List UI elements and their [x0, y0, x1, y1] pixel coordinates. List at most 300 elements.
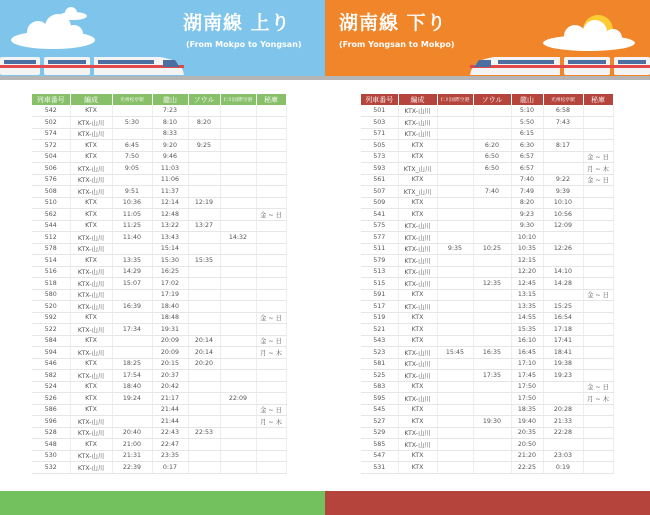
cell-train-no: 580: [32, 289, 70, 301]
cell-ryusan: 12:14: [152, 197, 188, 209]
cell-seoul: [188, 163, 220, 175]
cell-incheon-airport: [220, 324, 256, 336]
cell-seoul: [473, 301, 511, 313]
cell-note: [256, 197, 286, 209]
cell-note: 金 ~ 日: [256, 209, 286, 221]
table-row: [361, 404, 613, 416]
cell-type: KTX: [70, 358, 112, 370]
table-row: [361, 450, 613, 462]
cell-incheon-airport: 9:35: [437, 243, 473, 255]
table-row: [32, 117, 286, 129]
cell-note: [256, 462, 286, 474]
cell-gwangju-songjeong: 11:05: [112, 209, 152, 221]
table-row: [361, 243, 613, 255]
cell-gwangju-songjeong: 16:39: [112, 301, 152, 313]
table-row: [361, 358, 613, 370]
cell-ryusan: 0:17: [152, 462, 188, 474]
cell-type: KTX-山川: [70, 174, 112, 186]
cloud-icon: [537, 18, 637, 52]
cell-type: KTX-山川: [70, 266, 112, 278]
cell-incheon-airport: [437, 255, 473, 267]
cell-ryusan: 7:23: [152, 105, 188, 117]
cell-ryusan: 10:10: [511, 232, 543, 244]
cell-type: KTX-山川: [70, 117, 112, 129]
cell-seoul: [473, 427, 511, 439]
cell-gwangju-songjeong: [543, 439, 583, 451]
cell-train-no: 592: [32, 312, 70, 324]
cell-seoul: 10:25: [473, 243, 511, 255]
cell-type: KTX-山川: [398, 266, 437, 278]
table-row: [32, 439, 286, 451]
cell-seoul: [188, 416, 220, 428]
table-row: [32, 404, 286, 416]
cell-ryusan: 9:30: [511, 220, 543, 232]
cell-ryusan: 10:35: [511, 243, 543, 255]
table-row: [361, 289, 613, 301]
table-row: [32, 301, 286, 313]
cell-type: KTX-山川: [398, 439, 437, 451]
cell-note: [583, 335, 613, 347]
timetable-header: [361, 94, 613, 105]
cell-gwangju-songjeong: [543, 163, 583, 175]
cell-incheon-airport: [220, 255, 256, 267]
cell-ryusan: 5:10: [511, 105, 543, 117]
cell-incheon-airport: [437, 105, 473, 117]
cell-note: 金 ~ 日: [256, 404, 286, 416]
table-row: [32, 416, 286, 428]
cell-note: [583, 128, 613, 140]
cell-seoul: [188, 370, 220, 382]
cell-train-no: 543: [361, 335, 398, 347]
cell-seoul: 15:35: [188, 255, 220, 267]
table-row: [361, 324, 613, 336]
cell-type: KTX: [398, 289, 437, 301]
cell-gwangju-songjeong: 13:35: [112, 255, 152, 267]
cell-gwangju-songjeong: 22:39: [112, 462, 152, 474]
cell-type: KTX: [398, 416, 437, 428]
cell-train-no: 526: [32, 393, 70, 405]
cell-seoul: [188, 462, 220, 474]
table-row: [32, 209, 286, 221]
cell-note: [256, 450, 286, 462]
cell-seoul: [188, 209, 220, 221]
table-row: [361, 381, 613, 393]
table-row: [32, 232, 286, 244]
table-row: [361, 197, 613, 209]
cell-type: KTX-山川: [70, 289, 112, 301]
cell-type: KTX-山川: [70, 450, 112, 462]
up-timetable: [32, 94, 287, 474]
cell-type: KTX: [70, 393, 112, 405]
cell-note: 金 ~ 日: [583, 289, 613, 301]
cell-train-no: 523: [361, 347, 398, 359]
cell-ryusan: 19:40: [511, 416, 543, 428]
cell-ryusan: 6:15: [511, 128, 543, 140]
cell-seoul: [188, 278, 220, 290]
table-row: [32, 347, 286, 359]
cell-seoul: [188, 324, 220, 336]
table-row: [361, 140, 613, 152]
cell-ryusan: 8:20: [511, 197, 543, 209]
table-row: [32, 462, 286, 474]
table-row: [361, 278, 613, 290]
table-row: [361, 105, 613, 117]
cell-train-no: 577: [361, 232, 398, 244]
table-row: [361, 163, 613, 175]
table-row: [361, 312, 613, 324]
cell-incheon-airport: [437, 462, 473, 474]
cell-seoul: [188, 301, 220, 313]
cell-type: KTX-山川: [70, 243, 112, 255]
cell-train-no: 583: [361, 381, 398, 393]
table-row: [32, 163, 286, 175]
cell-type: KTX: [70, 439, 112, 451]
cell-seoul: [188, 243, 220, 255]
cell-ryusan: 15:30: [152, 255, 188, 267]
cell-gwangju-songjeong: 23:03: [543, 450, 583, 462]
cell-gwangju-songjeong: 19:38: [543, 358, 583, 370]
cell-train-no: 579: [361, 255, 398, 267]
cell-seoul: 7:40: [473, 186, 511, 198]
cell-train-no: 521: [361, 324, 398, 336]
cell-ryusan: 6:57: [511, 163, 543, 175]
cell-gwangju-songjeong: 12:09: [543, 220, 583, 232]
cell-train-no: 501: [361, 105, 398, 117]
cell-type: KTX-山川: [70, 347, 112, 359]
table-row: [361, 128, 613, 140]
cell-seoul: [473, 381, 511, 393]
cell-note: [256, 266, 286, 278]
cell-ryusan: 21:17: [152, 393, 188, 405]
cell-type: KTX: [70, 220, 112, 232]
cell-incheon-airport: [437, 266, 473, 278]
cell-gwangju-songjeong: [112, 243, 152, 255]
cell-seoul: [473, 174, 511, 186]
cell-seoul: 20:14: [188, 347, 220, 359]
table-row: [361, 117, 613, 129]
train-icon: [0, 52, 185, 78]
table-row: [32, 370, 286, 382]
cell-incheon-airport: [437, 174, 473, 186]
cell-gwangju-songjeong: 6:58: [543, 105, 583, 117]
cell-ryusan: 20:50: [511, 439, 543, 451]
cell-ryusan: 11:03: [152, 163, 188, 175]
cell-incheon-airport: [437, 335, 473, 347]
cell-gwangju-songjeong: [112, 312, 152, 324]
table-row: [361, 370, 613, 382]
cell-ryusan: 11:37: [152, 186, 188, 198]
cell-note: [256, 439, 286, 451]
cell-note: [256, 243, 286, 255]
cell-type: KTX-山川: [70, 278, 112, 290]
cell-gwangju-songjeong: [543, 151, 583, 163]
table-row: [32, 151, 286, 163]
cell-type: KTX: [70, 209, 112, 221]
table-row: [32, 450, 286, 462]
cell-incheon-airport: [437, 140, 473, 152]
cell-ryusan: 22:47: [152, 439, 188, 451]
cell-note: [256, 381, 286, 393]
cell-incheon-airport: [437, 186, 473, 198]
cell-seoul: [473, 128, 511, 140]
table-row: [32, 324, 286, 336]
cell-ryusan: 17:10: [511, 358, 543, 370]
cell-train-no: 591: [361, 289, 398, 301]
cell-ryusan: 23:35: [152, 450, 188, 462]
cell-incheon-airport: [220, 347, 256, 359]
up-timetable-body: [32, 105, 286, 473]
cell-type: KTX: [70, 140, 112, 152]
up-subtitle: (From Mokpo to Yongsan): [186, 40, 302, 49]
cell-train-no: 595: [361, 393, 398, 405]
cell-ryusan: 22:25: [511, 462, 543, 474]
cell-incheon-airport: [220, 151, 256, 163]
col-note: 秘庫: [256, 94, 286, 105]
cell-train-no: 519: [361, 312, 398, 324]
table-row: [32, 174, 286, 186]
cell-gwangju-songjeong: 9:51: [112, 186, 152, 198]
cell-gwangju-songjeong: 17:34: [112, 324, 152, 336]
cell-ryusan: 21:20: [511, 450, 543, 462]
table-row: [32, 427, 286, 439]
cell-gwangju-songjeong: 9:22: [543, 174, 583, 186]
cell-type: KTX-山川: [70, 301, 112, 313]
cell-train-no: 529: [361, 427, 398, 439]
cell-note: [583, 105, 613, 117]
cell-incheon-airport: [220, 128, 256, 140]
up-banner: [0, 0, 325, 80]
cell-incheon-airport: [220, 427, 256, 439]
cell-note: 月 ~ 木: [256, 416, 286, 428]
cell-type: KTX-山川: [70, 324, 112, 336]
cell-train-no: 544: [32, 220, 70, 232]
cell-ryusan: 17:19: [152, 289, 188, 301]
table-row: [361, 151, 613, 163]
cell-incheon-airport: [437, 209, 473, 221]
cell-incheon-airport: [220, 140, 256, 152]
cell-train-no: 576: [32, 174, 70, 186]
cell-train-no: 510: [32, 197, 70, 209]
train-icon: [468, 52, 650, 78]
cell-incheon-airport: [437, 128, 473, 140]
cell-train-no: 504: [32, 151, 70, 163]
cell-incheon-airport: [220, 450, 256, 462]
cell-seoul: [188, 312, 220, 324]
cell-gwangju-songjeong: 14:28: [543, 278, 583, 290]
cell-ryusan: 18:48: [152, 312, 188, 324]
cell-gwangju-songjeong: [112, 416, 152, 428]
cell-type: KTX: [398, 381, 437, 393]
cell-gwangju-songjeong: [543, 255, 583, 267]
cell-type: KTX: [70, 105, 112, 117]
table-row: [361, 347, 613, 359]
cell-ryusan: 13:15: [511, 289, 543, 301]
cell-seoul: 13:27: [188, 220, 220, 232]
cell-incheon-airport: [220, 105, 256, 117]
cell-type: KTX: [398, 324, 437, 336]
cell-type: KTX_山川: [398, 163, 437, 175]
cell-note: [256, 128, 286, 140]
cell-ryusan: 19:31: [152, 324, 188, 336]
cell-note: 金 ~ 日: [583, 151, 613, 163]
cell-incheon-airport: [220, 404, 256, 416]
cell-note: [583, 416, 613, 428]
cell-ryusan: 14:55: [511, 312, 543, 324]
cell-ryusan: 21:44: [152, 416, 188, 428]
col-seoul: ソウル: [188, 94, 220, 105]
col-ryusan: 龍山: [511, 94, 543, 105]
cell-ryusan: 6:30: [511, 140, 543, 152]
cell-incheon-airport: [437, 416, 473, 428]
col-ryusan: 龍山: [152, 94, 188, 105]
cell-seoul: [473, 450, 511, 462]
cell-note: [583, 278, 613, 290]
cell-seoul: [188, 105, 220, 117]
table-row: [32, 140, 286, 152]
cell-seoul: 12:19: [188, 197, 220, 209]
cell-note: [256, 278, 286, 290]
cell-seoul: [188, 266, 220, 278]
cell-type: KTX: [398, 209, 437, 221]
down-title: 湖南線 下り: [339, 12, 447, 34]
cell-incheon-airport: [437, 117, 473, 129]
cell-note: [583, 427, 613, 439]
cell-type: KTX: [70, 197, 112, 209]
cell-note: [256, 255, 286, 267]
cell-note: [256, 105, 286, 117]
cell-note: [583, 462, 613, 474]
cell-seoul: [473, 117, 511, 129]
table-row: [32, 128, 286, 140]
cell-note: 金 ~ 日: [583, 174, 613, 186]
cell-note: 月 ~ 木: [583, 393, 613, 405]
cell-gwangju-songjeong: 22:28: [543, 427, 583, 439]
cell-note: [583, 347, 613, 359]
cell-seoul: [188, 289, 220, 301]
cell-type: KTX: [398, 140, 437, 152]
up-footer-bar: [0, 491, 325, 515]
cell-type: KTX-山川: [398, 278, 437, 290]
cell-seoul: [473, 197, 511, 209]
cell-incheon-airport: [220, 209, 256, 221]
cell-seoul: [473, 312, 511, 324]
cell-seoul: [188, 232, 220, 244]
cell-train-no: 574: [32, 128, 70, 140]
down-line-panel: [325, 0, 650, 515]
table-row: [32, 220, 286, 232]
table-row: [361, 416, 613, 428]
cell-gwangju-songjeong: 16:54: [543, 312, 583, 324]
rail-track: [325, 76, 650, 80]
cell-ryusan: 8:10: [152, 117, 188, 129]
cell-incheon-airport: [437, 393, 473, 405]
cell-gwangju-songjeong: 15:07: [112, 278, 152, 290]
cell-seoul: [188, 404, 220, 416]
cell-incheon-airport: [220, 117, 256, 129]
cell-ryusan: 20:15: [152, 358, 188, 370]
cell-ryusan: 20:37: [152, 370, 188, 382]
cell-incheon-airport: [220, 301, 256, 313]
table-row: [361, 220, 613, 232]
cell-gwangju-songjeong: 14:10: [543, 266, 583, 278]
cell-note: [583, 358, 613, 370]
cell-train-no: 562: [32, 209, 70, 221]
cell-type: KTX-山川: [70, 370, 112, 382]
cell-type: KTX-山川: [398, 427, 437, 439]
cell-ryusan: 17:45: [511, 370, 543, 382]
cell-gwangju-songjeong: 21:31: [112, 450, 152, 462]
table-row: [32, 289, 286, 301]
cell-seoul: 6:20: [473, 140, 511, 152]
cell-note: [583, 404, 613, 416]
cell-incheon-airport: [437, 370, 473, 382]
cell-gwangju-songjeong: 20:28: [543, 404, 583, 416]
cell-incheon-airport: [437, 312, 473, 324]
cell-gwangju-songjeong: [543, 232, 583, 244]
cell-seoul: 12:35: [473, 278, 511, 290]
cell-ryusan: 12:48: [152, 209, 188, 221]
cell-note: 金 ~ 日: [256, 312, 286, 324]
cell-train-no: 518: [32, 278, 70, 290]
cell-ryusan: 18:35: [511, 404, 543, 416]
cell-ryusan: 17:02: [152, 278, 188, 290]
cell-type: KTX: [70, 151, 112, 163]
cell-ryusan: 7:40: [511, 174, 543, 186]
cell-ryusan: 20:35: [511, 427, 543, 439]
cell-seoul: 9:25: [188, 140, 220, 152]
cell-seoul: 20:14: [188, 335, 220, 347]
cell-gwangju-songjeong: 20:40: [112, 427, 152, 439]
cell-train-no: 572: [32, 140, 70, 152]
cell-seoul: [473, 255, 511, 267]
cell-type: KTX-山川: [70, 462, 112, 474]
cell-seoul: 16:35: [473, 347, 511, 359]
cell-note: [583, 439, 613, 451]
table-row: [32, 186, 286, 198]
table-row: [361, 174, 613, 186]
cell-gwangju-songjeong: 17:18: [543, 324, 583, 336]
cell-gwangju-songjeong: 14:29: [112, 266, 152, 278]
cell-incheon-airport: [437, 232, 473, 244]
cell-seoul: 8:20: [188, 117, 220, 129]
cell-ryusan: 9:20: [152, 140, 188, 152]
cell-incheon-airport: [220, 163, 256, 175]
cell-train-no: 503: [361, 117, 398, 129]
cell-type: KTX: [70, 381, 112, 393]
cell-incheon-airport: 14:32: [220, 232, 256, 244]
cell-note: [583, 450, 613, 462]
cell-type: KTX: [398, 335, 437, 347]
cell-ryusan: 16:10: [511, 335, 543, 347]
cell-train-no: 561: [361, 174, 398, 186]
cell-ryusan: 13:35: [511, 301, 543, 313]
cell-type: KTX: [398, 197, 437, 209]
cell-gwangju-songjeong: 18:25: [112, 358, 152, 370]
cell-note: [583, 232, 613, 244]
cell-gwangju-songjeong: [112, 289, 152, 301]
cell-gwangju-songjeong: [112, 105, 152, 117]
cell-gwangju-songjeong: 11:25: [112, 220, 152, 232]
table-row: [32, 255, 286, 267]
cell-type: KTX-山川: [70, 416, 112, 428]
cell-ryusan: 12:15: [511, 255, 543, 267]
cell-ryusan: 16:45: [511, 347, 543, 359]
cell-train-no: 571: [361, 128, 398, 140]
cell-ryusan: 17:50: [511, 393, 543, 405]
cell-gwangju-songjeong: 5:30: [112, 117, 152, 129]
cell-ryusan: 13:22: [152, 220, 188, 232]
table-row: [361, 186, 613, 198]
